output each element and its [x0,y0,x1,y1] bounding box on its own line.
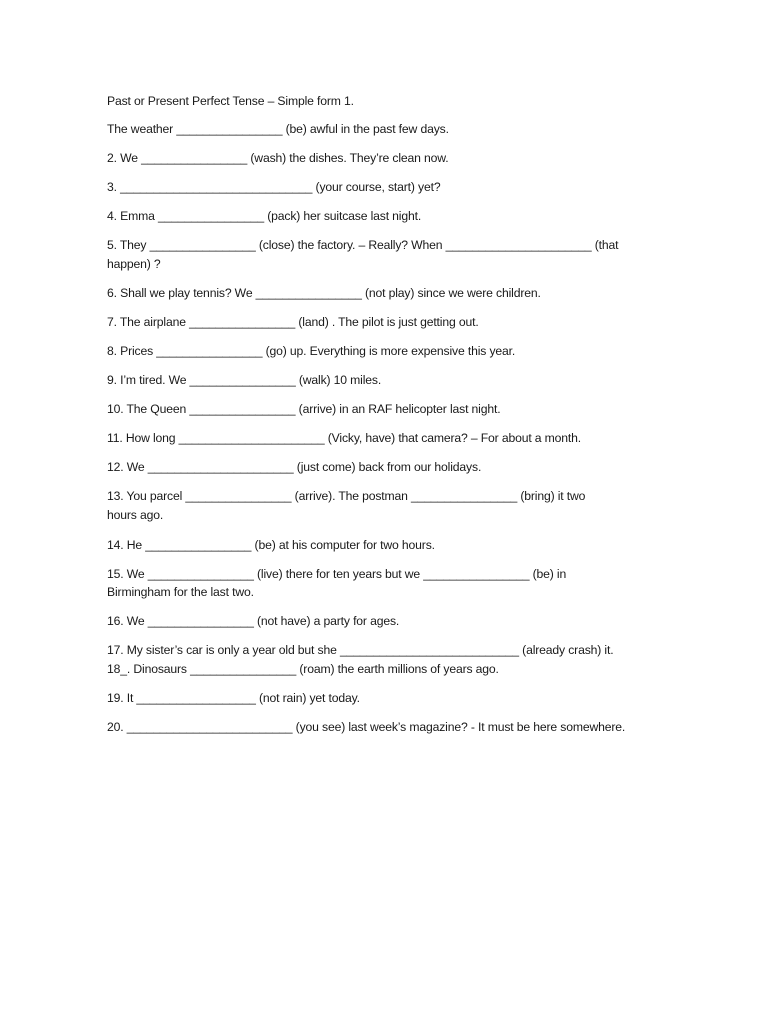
exercise-line-3: 3. _____________________________ (your course, start) yet? [107,180,441,194]
exercise-line-15-continued: Birmingham for the last two. [107,585,254,599]
exercise-line-7: 7. The airplane ________________ (land) . The pilot is just getting out. [107,315,479,329]
exercise-line-20: 20. _________________________ (you see) last week’s magazine? - It must be here somewhere. [107,720,626,734]
exercise-line-8: 8. Prices ________________ (go) up. Everything is more expensive this year. [107,344,516,358]
exercise-line-1: The weather ________________ (be) awful in the past few days. [107,122,449,136]
exercise-line-18: 18_. Dinosaurs ________________ (roam) the earth millions of years ago. [107,662,499,676]
exercise-line-16: 16. We ________________ (not have) a party for ages. [107,614,400,628]
exercise-line-10: 10. The Queen ________________ (arrive) in an RAF helicopter last night. [107,402,501,416]
exercise-line-11: 11. How long ______________________ (Vicky, have) that camera? – For about a month. [107,431,582,445]
exercise-line-2: 2. We ________________ (wash) the dishes. They’re clean now. [107,151,449,165]
exercise-line-13-continued: hours ago. [107,508,164,522]
exercise-line-12: 12. We ______________________ (just come) back from our holidays. [107,460,482,474]
exercise-line-5: 5. They ________________ (close) the factory. – Really? When ______________________ (that [107,238,619,252]
exercise-line-5-continued: happen) ? [107,257,161,271]
exercise-line-9: 9. I’m tired. We ________________ (walk) 10 miles. [107,373,382,387]
exercise-line-19: 19. It __________________ (not rain) yet today. [107,691,360,705]
exercise-line-17: 17. My sister’s car is only a year old but she ___________________________ (already crash) it. [107,643,614,657]
exercise-line-4: 4. Emma ________________ (pack) her suitcase last night. [107,209,422,223]
worksheet-title: Past or Present Perfect Tense – Simple form 1. [107,94,354,108]
exercise-line-6: 6. Shall we play tennis? We ________________ (not play) since we were children. [107,286,541,300]
exercise-line-15: 15. We ________________ (live) there for ten years but we ________________ (be) in [107,567,567,581]
exercise-line-14: 14. He ________________ (be) at his computer for two hours. [107,538,435,552]
exercise-line-13: 13. You parcel ________________ (arrive). The postman ________________ (bring) it two [107,489,586,503]
